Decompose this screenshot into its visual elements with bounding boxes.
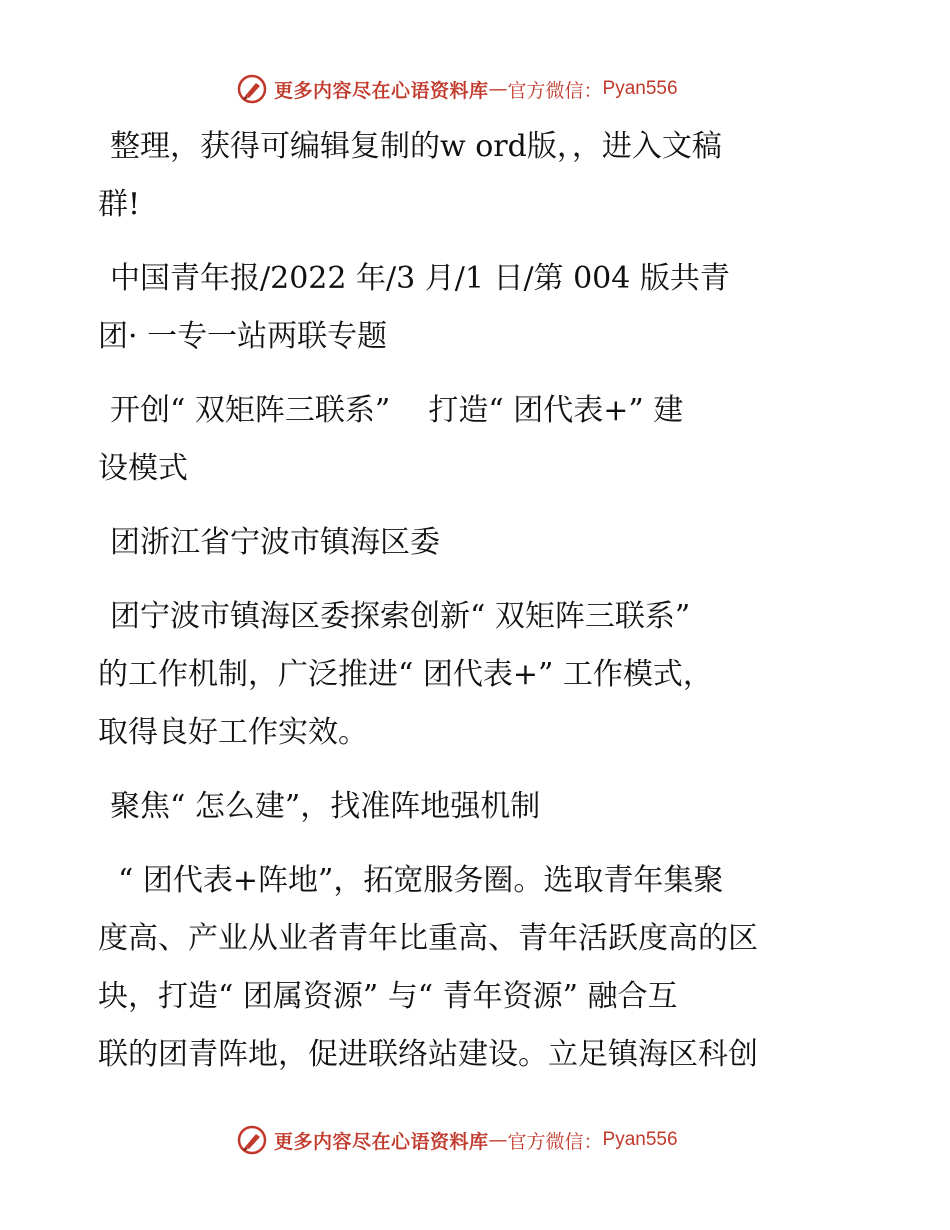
- text-line: “ 团代表+阵地”，拓宽服务圈。选取青年集聚: [118, 863, 724, 898]
- pen-logo-icon: [236, 1124, 268, 1156]
- watermark-dash: —: [488, 1129, 508, 1151]
- watermark-handle: Pyan556: [602, 78, 678, 99]
- watermark-footer: [236, 1123, 678, 1157]
- text-line: 开创“ 双矩阵三联系” 打造“ 团代表+” 建: [110, 393, 684, 428]
- paragraph-source: [98, 250, 858, 366]
- text-line: 团· 一专一站两联专题: [98, 319, 388, 354]
- article-author: [98, 514, 858, 572]
- text-line: 联的团青阵地，促进联络站建设。立足镇海区科创: [98, 1037, 758, 1072]
- watermark-brand: 更多内容尽在心语资料库: [274, 79, 489, 102]
- text-line: 度高、产业从业者青年比重高、青年活跃度高的区: [98, 921, 758, 956]
- text-line: 团浙江省宁波市镇海区委: [110, 525, 440, 560]
- watermark-brand: 更多内容尽在心语资料库: [274, 1130, 489, 1153]
- paragraph-body: [98, 852, 858, 1084]
- text-line: 的工作机制，广泛推进“ 团代表+” 工作模式，: [98, 657, 713, 692]
- watermark-separator: ：: [583, 79, 603, 102]
- watermark-handle: Pyan556: [602, 1129, 678, 1150]
- watermark-account-label: 官方微信: [507, 1130, 584, 1153]
- text-line: 取得良好工作实效。: [98, 715, 368, 750]
- document-body: [98, 118, 858, 1100]
- watermark-header: [236, 72, 678, 106]
- text-line: 聚焦“ 怎么建”，找准阵地强机制: [110, 789, 541, 824]
- watermark-dash: —: [488, 78, 508, 100]
- text-line: 团宁波市镇海区委探索创新“ 双矩阵三联系”: [110, 599, 691, 634]
- text-line: 设模式: [98, 451, 188, 486]
- text-line: 中国青年报/2022 年/3 月/1 日/第 004 版共青: [110, 261, 730, 296]
- section-heading: [98, 778, 858, 836]
- paragraph-lead: [98, 588, 858, 762]
- watermark-account-label: 官方微信: [507, 79, 584, 102]
- text-line: 群!: [98, 187, 141, 222]
- text-line: 块，打造“ 团属资源” 与“ 青年资源” 融合互: [98, 979, 678, 1014]
- paragraph-intro: [98, 118, 858, 234]
- watermark-separator: ：: [583, 1130, 603, 1153]
- text-line: 整理，获得可编辑复制的w ord版，，进入文稿: [110, 129, 722, 164]
- article-title: [98, 382, 858, 498]
- pen-logo-icon: [236, 73, 268, 105]
